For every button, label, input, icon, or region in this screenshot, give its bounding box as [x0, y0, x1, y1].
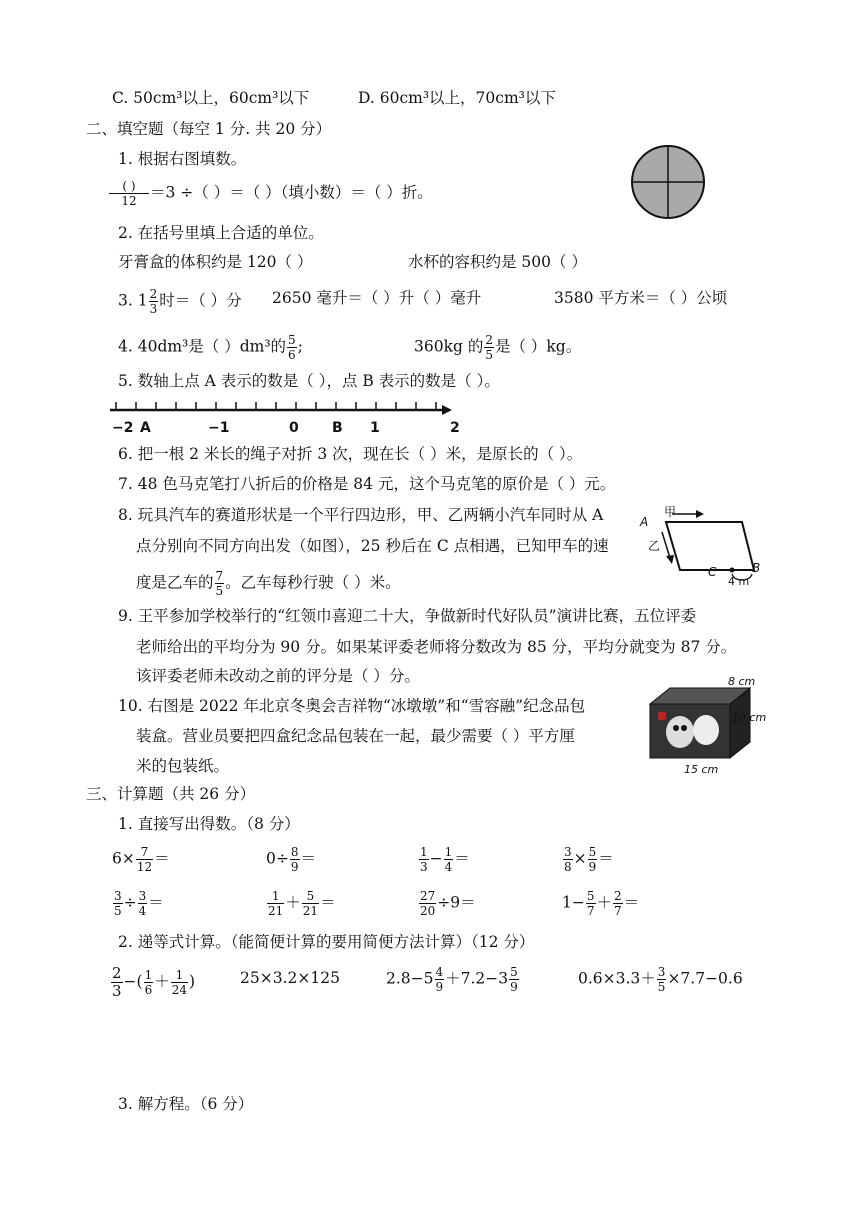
yi-label: 乙: [648, 539, 661, 553]
question-10-line3: 米的包装纸。: [136, 757, 230, 775]
question-7: 7. 48 色马克笔打八折后的价格是 84 元，这个马克笔的原价是（ ）元。: [118, 475, 616, 493]
question-2a: 牙膏盒的体积约是 120（ ）: [118, 253, 313, 271]
fraction: $\frac{2}{5}$: [485, 333, 493, 362]
question-9-line1: 9. 王平参加学校举行的“红领巾喜迎二十大，争做新时代好队员”演讲比赛，五位评委: [118, 607, 697, 625]
question-4b: 360kg 的 $\frac{2}{5}$ 是（ ）kg。: [414, 333, 582, 362]
number-line-label: −1: [208, 420, 230, 436]
box-length-label: 15 cm: [684, 763, 719, 776]
question-2b: 水杯的容积约是 500（ ）: [408, 253, 587, 271]
number-line-label: A: [140, 420, 151, 436]
question-9-line3: 该评委老师未改动之前的评分是（ ）分。: [136, 667, 420, 685]
math-item: 6× $\frac{7}{12}$ ＝: [112, 845, 170, 874]
question-2: 2. 递等式计算。（能简便计算的要用简便方法计算）（12 分）: [118, 933, 535, 951]
math-item: 25×3.2×125: [240, 969, 340, 987]
number-line: [106, 398, 456, 438]
question-8-line1: 8. 玩具汽车的赛道形状是一个平行四边形，甲、乙两辆小汽车同时从 A: [118, 506, 604, 524]
question-10-line1: 10. 右图是 2022 年北京冬奥会吉祥物“冰墩墩”和“雪容融”纪念品包: [118, 697, 586, 715]
box-width-label: 8 cm: [728, 675, 756, 688]
question-3: 3. 1 $\frac{2}{3}$ 时＝（ ）分: [118, 287, 242, 316]
point-c-label: C: [708, 565, 717, 579]
math-item: $\frac{1}{21}$ ＋ $\frac{5}{21}$ ＝: [268, 889, 336, 918]
question-9-line2: 老师给出的平均分为 90 分。如果某评委老师将分数改为 85 分，平均分就变为 87 分。: [136, 638, 737, 656]
math-item: $\frac{1}{3}$ − $\frac{1}{4}$ ＝: [420, 845, 470, 874]
option-d: D. 60cm³以上，70cm³以下: [358, 89, 556, 107]
jia-label: 甲: [664, 505, 677, 519]
question-3b: 2650 毫升＝（ ）升（ ）毫升: [272, 289, 482, 307]
number-line-label: B: [332, 420, 343, 436]
math-item: $\frac{3}{5}$ ÷ $\frac{3}{4}$ ＝: [114, 889, 164, 918]
fraction: $\frac{5}{6}$: [288, 333, 296, 362]
question-3c: 3580 平方米＝（ ）公顷: [554, 289, 728, 307]
section-title: 二、填空题（每空 1 分. 共 20 分）: [86, 120, 332, 138]
length-label: 4 m: [728, 575, 750, 588]
option-c: C. 50cm³以上，60cm³以下: [112, 89, 310, 107]
question-8-line2: 点分别向不同方向出发（如图），25 秒后在 C 点相遇，已知甲车的速: [136, 537, 609, 555]
point-a-label: A: [640, 515, 649, 529]
question-1: 1. 根据右图填数。: [118, 150, 247, 168]
math-item: 0.6×3.3＋ $\frac{3}{5}$ ×7.7−0.6: [578, 965, 743, 994]
fraction: $\frac{( )}{12}$: [109, 180, 149, 207]
question-1: 1. 直接写出得数。（8 分）: [118, 815, 300, 833]
fraction: $\frac{2}{3}$: [149, 287, 158, 316]
number-line-label: 0: [289, 420, 299, 436]
math-item: $\frac{3}{8}$ × $\frac{5}{9}$ ＝: [564, 845, 614, 874]
question-1-line: $\frac{( )}{12}$ ＝3 ÷（ ）＝（ ）（填小数）＝（ ）折。: [108, 180, 433, 207]
question-3: 3. 解方程。（6 分）: [118, 1095, 254, 1113]
point-b-label: B: [752, 561, 761, 575]
math-item: $\frac{27}{20}$ ÷9＝: [420, 889, 476, 918]
number-line-label: 2: [450, 420, 460, 436]
quarter-circle-figure: [630, 144, 706, 220]
math-item: $\frac{2}{3}$ −( $\frac{1}{6}$ ＋ $\frac{1}{24}$ ): [112, 964, 196, 1000]
question-4a: 4. 40dm³是（ ）dm³的 $\frac{5}{6}$ ;: [118, 333, 303, 362]
question-6: 6. 把一根 2 米长的绳子对折 3 次，现在长（ ）米，是原长的（ ）。: [118, 445, 583, 463]
number-line-label: −2: [112, 420, 134, 436]
section-title: 三、计算题（共 26 分）: [86, 785, 256, 803]
question-8-line3: 度是乙车的 $\frac{7}{5}$ 。乙车每秒行驶（ ）米。: [136, 569, 401, 598]
question-10-line2: 装盒。营业员要把四盒纪念品包装在一起，最少需要（ ）平方厘: [136, 727, 575, 745]
math-item: 2.8−5 $\frac{4}{9}$ ＋7.2−3 $\frac{5}{9}$: [386, 965, 518, 994]
box-height-label: 10 cm: [732, 711, 767, 724]
math-item: 0÷ $\frac{8}{9}$ ＝: [266, 845, 317, 874]
math-item: 1− $\frac{5}{7}$ ＋ $\frac{2}{7}$ ＝: [562, 889, 640, 918]
fraction: $\frac{7}{5}$: [215, 569, 224, 598]
question-5: 5. 数轴上点 A 表示的数是（ ），点 B 表示的数是（ ）。: [118, 372, 500, 390]
number-line-label: 1: [370, 420, 380, 436]
question-2: 2. 在括号里填上合适的单位。: [118, 224, 324, 242]
